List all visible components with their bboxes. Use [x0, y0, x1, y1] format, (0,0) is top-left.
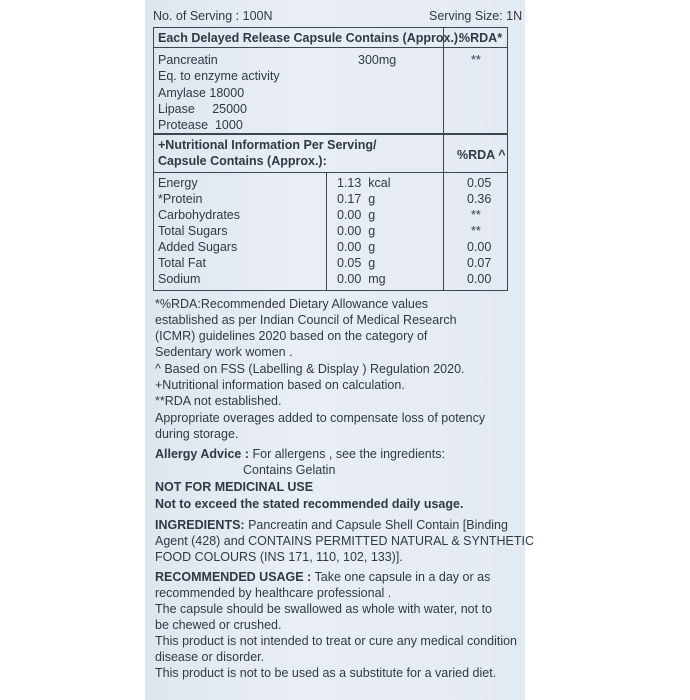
ingredients-line: [155, 517, 508, 533]
enzyme-lipase: Lipase 25000: [158, 102, 247, 116]
allergy-advice: [155, 446, 445, 462]
nutrient-rda: 0.36: [467, 192, 492, 206]
usage-line: This product is not intended to treat or cure any medical condition: [155, 634, 518, 648]
nutrient-value: 0.00 mg: [337, 272, 386, 286]
enzyme-protease: Protease 1000: [158, 118, 243, 132]
nutrition-table: [153, 134, 508, 291]
nutrient-name: Total Fat: [158, 256, 206, 270]
nutrient-name: Added Sugars: [158, 240, 238, 254]
nutrient-rda: 0.05: [467, 176, 492, 190]
ingredients-line: Agent (428) and CONTAINS PERMITTED NATURAL & SYNTHETIC: [155, 534, 535, 548]
daily-usage-warning: Not to exceed the stated recommended daily usage.: [155, 497, 464, 511]
serving-size: Serving Size: 1N: [429, 9, 523, 23]
rda-not-established-note: **RDA not established.: [155, 394, 282, 408]
nutrient-name: Carbohydrates: [158, 208, 240, 222]
fss-note: ^ Based on FSS (Labelling & Display ) Regulation 2020.: [155, 362, 465, 376]
ingredients-label: INGREDIENTS:: [155, 518, 245, 532]
usage-line: This product is not to be used as a substitute for a varied diet.: [155, 666, 497, 680]
ingredients-line: FOOD COLOURS (INS 171, 110, 102, 133)].: [155, 550, 403, 564]
nutrient-value: 0.00 g: [337, 240, 376, 254]
nutrient-rda: **: [471, 208, 481, 222]
nutrient-value: 1.13 kcal: [337, 176, 391, 190]
usage-line: The capsule should be swallowed as whole with water, not to: [155, 602, 492, 616]
nutrient-value: 0.05 g: [337, 256, 376, 270]
nutrient-name: Energy: [158, 176, 198, 190]
nutrient-name: Sodium: [158, 272, 201, 286]
nutrient-value: 0.00 g: [337, 224, 376, 238]
nutrient-rda: 0.07: [467, 256, 492, 270]
usage-line: be chewed or crushed.: [155, 618, 282, 632]
capsule-contents-table: [153, 27, 508, 134]
nutrient-value: 0.17 g: [337, 192, 376, 206]
capsule-table-rda-header: %RDA*: [459, 31, 503, 45]
nutrient-name: Total Sugars: [158, 224, 228, 238]
allergy-text: For allergens , see the ingredients:: [249, 447, 445, 461]
calculation-note: +Nutritional information based on calculation.: [155, 378, 405, 392]
not-medicinal-warning: NOT FOR MEDICINAL USE: [155, 480, 314, 494]
nutrition-title-line2: Capsule Contains (Approx.):: [158, 154, 327, 168]
usage-label: RECOMMENDED USAGE :: [155, 570, 312, 584]
rda-definition: Sedentary work women .: [155, 345, 293, 359]
nutrient-rda: 0.00: [467, 272, 492, 286]
usage-line: recommended by healthcare professional .: [155, 586, 392, 600]
nutrition-rda-header: %RDA ^: [457, 148, 506, 162]
usage-line: [155, 569, 490, 585]
nutrient-rda: 0.00: [467, 240, 492, 254]
nutrition-title-line1: +Nutritional Information Per Serving/: [158, 138, 377, 152]
nutrient-value: 0.00 g: [337, 208, 376, 222]
usage-text: Take one capsule in a day or as: [311, 570, 491, 584]
rda-definition: *%RDA:Recommended Dietary Allowance values: [155, 297, 429, 311]
nutrient-rda: **: [471, 224, 481, 238]
ingredient-rda: **: [471, 53, 481, 67]
supplement-label-panel: [145, 0, 535, 700]
ingredient-amount: 300mg: [358, 53, 397, 67]
rda-definition: (ICMR) guidelines 2020 based on the category of: [155, 329, 428, 343]
enzyme-amylase: Amylase 18000: [158, 86, 245, 100]
usage-line: disease or disorder.: [155, 650, 265, 664]
overages-note: Appropriate overages added to compensate loss of potency: [155, 411, 486, 425]
allergy-contains: Contains Gelatin: [243, 463, 336, 477]
capsule-table-title: Each Delayed Release Capsule Contains (Approx.):: [158, 31, 463, 45]
enzyme-activity-label: Eq. to enzyme activity: [158, 69, 280, 83]
rda-definition: established as per Indian Council of Medical Research: [155, 313, 457, 327]
nutrient-name: *Protein: [158, 192, 203, 206]
allergy-label: Allergy Advice :: [155, 447, 250, 461]
ingredients-text: Pancreatin and Capsule Shell Contain [Binding: [244, 518, 508, 532]
overages-note: during storage.: [155, 427, 239, 441]
servings-count: No. of Serving : 100N: [153, 9, 273, 23]
ingredient-name: Pancreatin: [158, 53, 218, 67]
